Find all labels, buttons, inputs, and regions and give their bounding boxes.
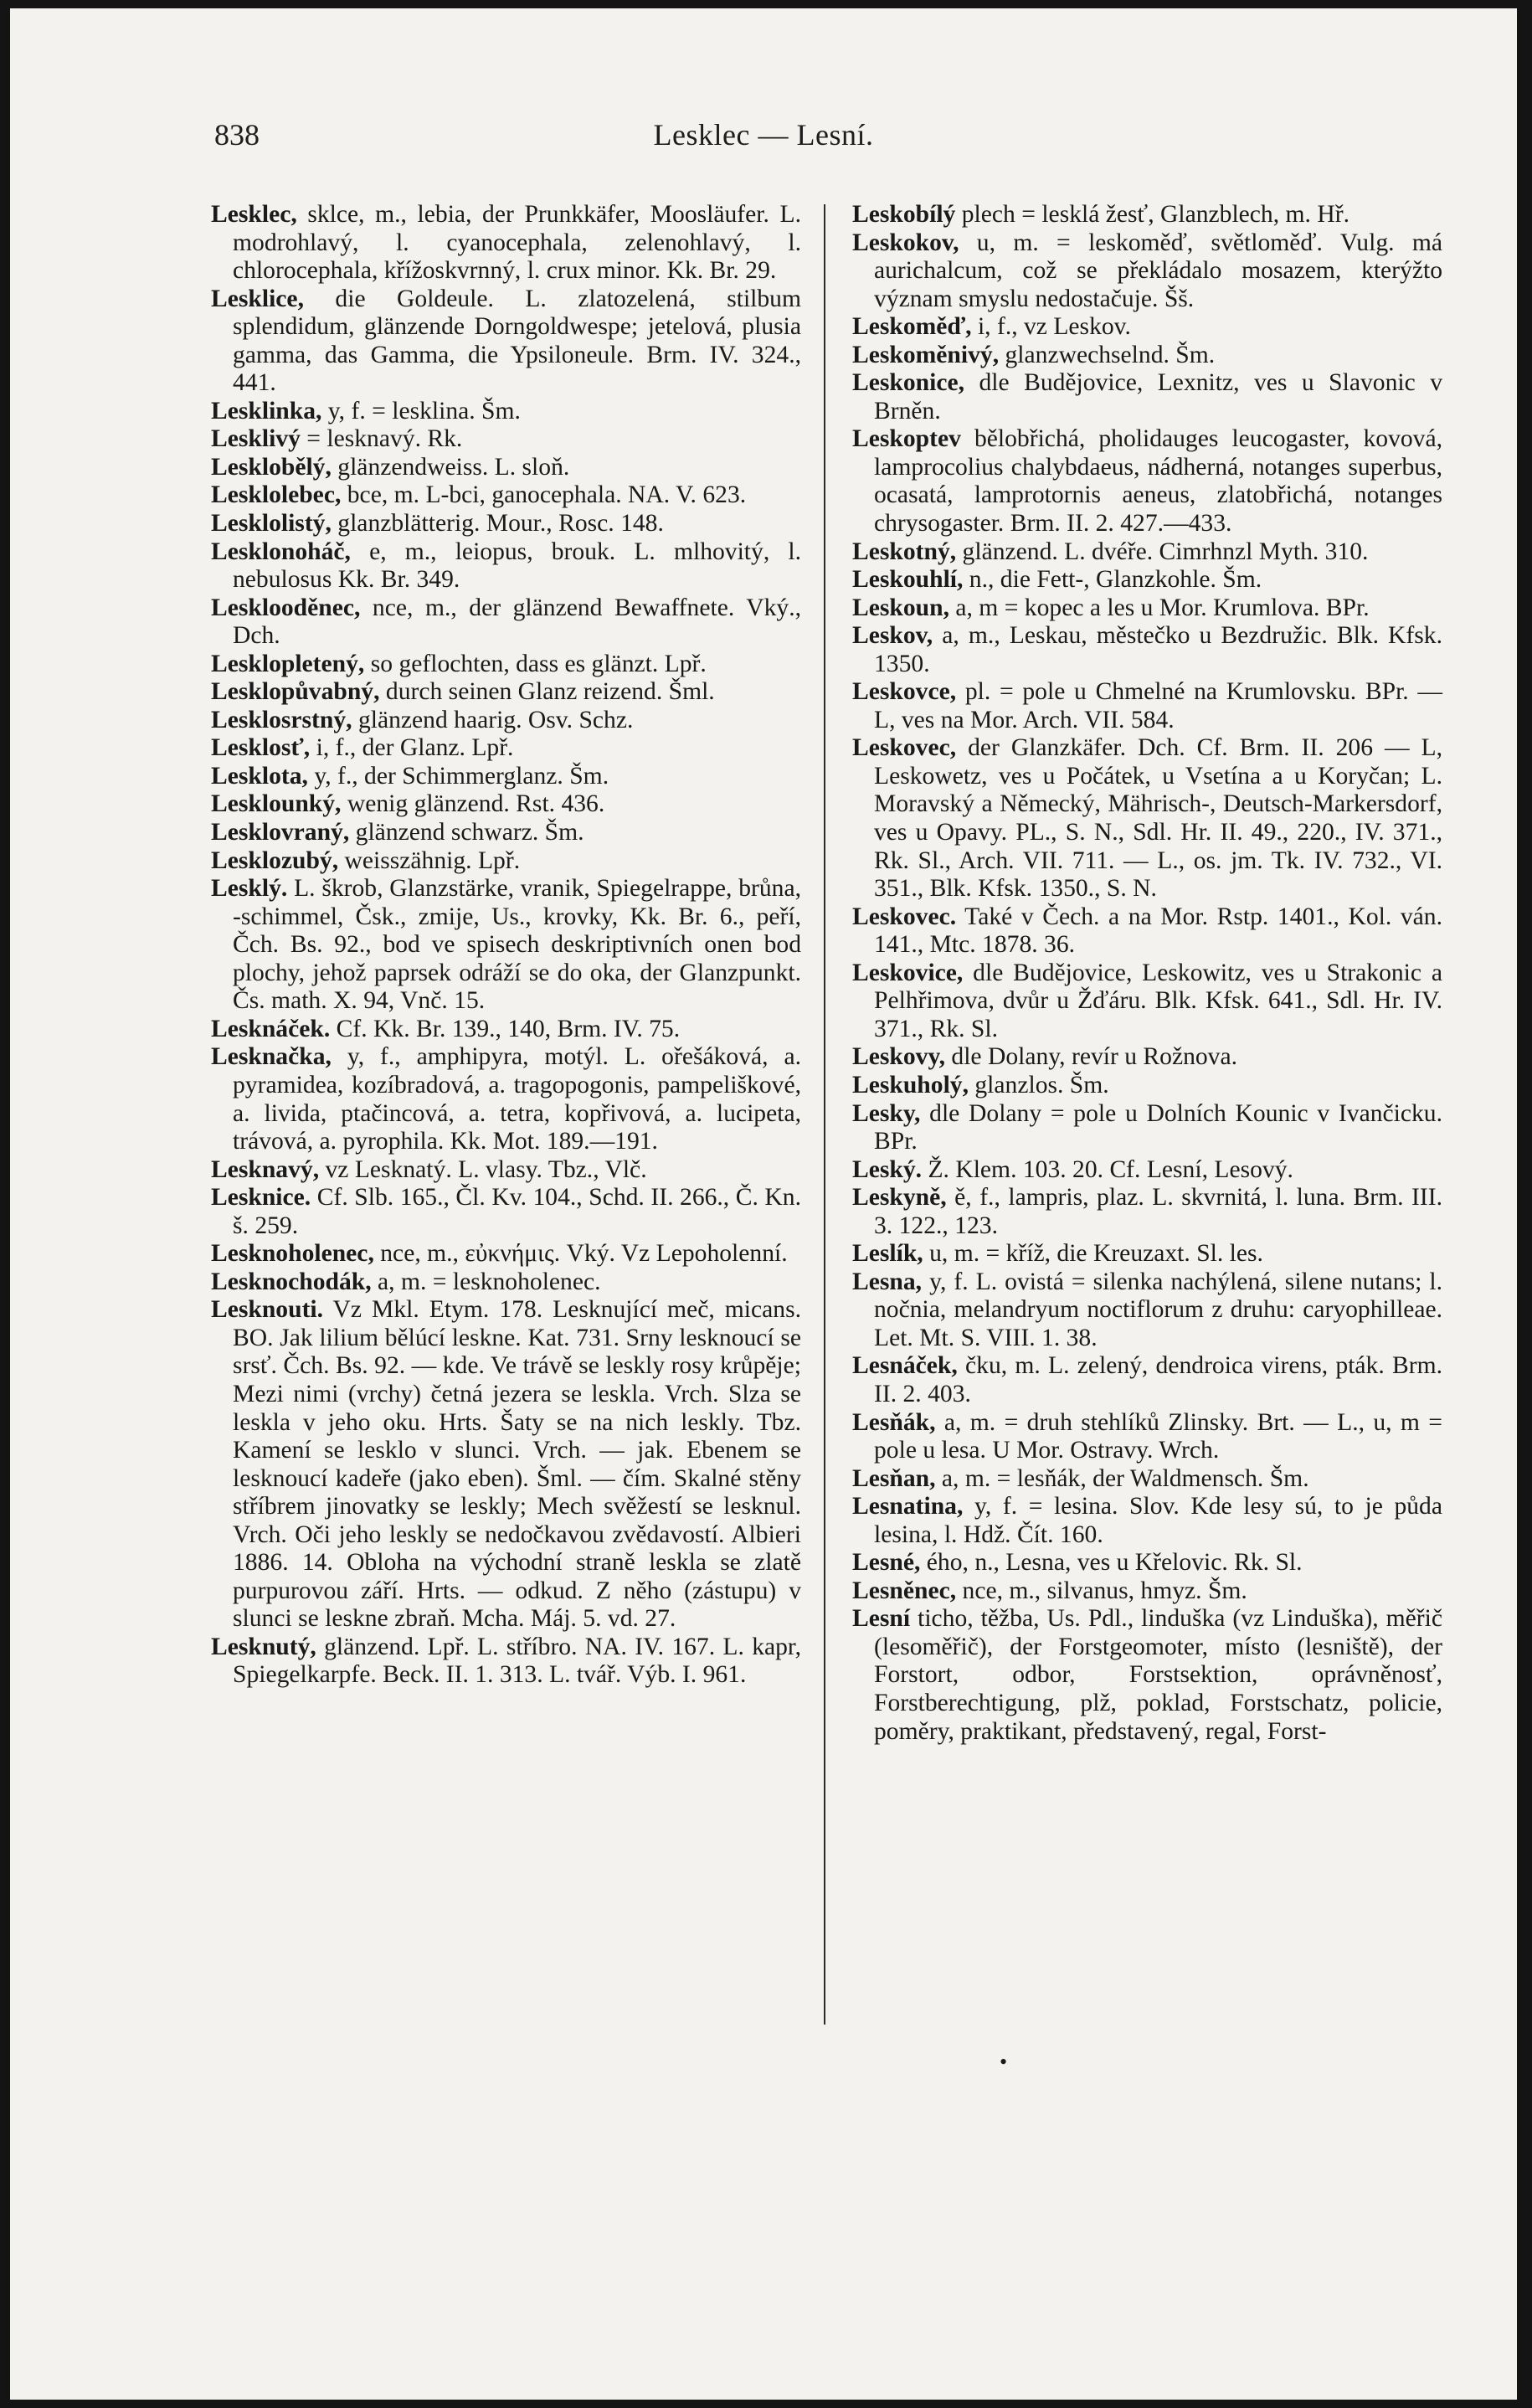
- entry-definition: glänzend. L. dvéře. Cimrhnzl Myth. 310.: [956, 538, 1369, 565]
- entry-headword: Lesknavý,: [211, 1155, 320, 1183]
- entry-headword: Lesné,: [852, 1549, 921, 1577]
- entry-definition: glänzendweiss. L. sloň.: [331, 453, 570, 481]
- entry-definition: u, m. = kříž, die Kreuzaxt. Sl. les.: [923, 1240, 1263, 1268]
- entry-definition: nce, m., εὐκνήμις. Vký. Vz Lepoholenní.: [373, 1240, 788, 1268]
- entry-headword: Leskovy,: [852, 1043, 946, 1071]
- entry-headword: Leskuholý,: [852, 1071, 969, 1099]
- entry-definition: Také v Čech. a na Mor. Rstp. 1401., Kol. ván. 141., Mtc. 1878. 36.: [874, 903, 1442, 959]
- dictionary-entry: [211, 201, 801, 286]
- dictionary-entry: [211, 1634, 801, 1690]
- dictionary-entry: [852, 594, 1442, 623]
- entry-headword: Lesklozubý,: [211, 846, 339, 874]
- entry-headword: Lesklice,: [211, 285, 304, 312]
- entry-definition: i, f., vz Leskov.: [971, 313, 1131, 341]
- entry-headword: Lesklosrstný,: [211, 706, 352, 733]
- entry-definition: sklce, m., lebia, der Prunkkäfer, Moosläufer. L. modrohlavý, l. cyanocephala, zelenohlavý, l. chlorocephala, křížoskvrnný, l. crux minor. Kk. Br. 29.: [233, 201, 801, 285]
- dictionary-entry: [211, 790, 801, 819]
- dictionary-entry: [211, 1268, 801, 1297]
- entry-definition: e, m., leiopus, brouk. L. mlhovitý, l. nebulosus Kk. Br. 349.: [233, 538, 801, 594]
- dictionary-entry: [852, 1605, 1442, 1746]
- entry-definition: durch seinen Glanz reizend. Šml.: [379, 678, 715, 706]
- entry-definition: nce, m., silvanus, hmyz. Šm.: [956, 1577, 1247, 1604]
- entry-definition: y, f. = lesklina. Šm.: [321, 397, 521, 424]
- entry-headword: Lesklopletený,: [211, 650, 365, 677]
- running-head: Lesklec — Lesní.: [653, 118, 874, 152]
- entry-headword: Lesknáček.: [211, 1015, 331, 1042]
- entry-definition: u, m. = leskoměď, světloměď. Vulg. má aurichalcum, což se překládalo mosazem, kterýžto význam smyslu nedostačuje. Šš.: [874, 229, 1442, 312]
- dictionary-entry: [852, 1072, 1442, 1100]
- entry-headword: Lesklinka,: [211, 397, 322, 424]
- entry-definition: glänzend. Lpř. L. stříbro. NA. IV. 167. L. kapr, Spiegelkarpfe. Beck. II. 1. 313. L. tvář. Výb. I. 961.: [233, 1633, 801, 1689]
- dictionary-entry: [211, 1184, 801, 1240]
- entry-definition: a, m., Leskau, městečko u Bezdružic. Blk. Kfsk. 1350.: [874, 622, 1442, 677]
- entry-headword: Lesklý.: [211, 875, 288, 903]
- entry-definition: dle Budějovice, Lexnitz, ves u Slavonic v Brněn.: [874, 369, 1442, 424]
- dictionary-entry: [852, 960, 1442, 1044]
- entry-headword: Lesklooděnec,: [211, 594, 361, 621]
- entry-definition: bělobřichá, pholidauges leucogaster, kovová, lamprocolius chalybdaeus, nádherná, notanges superbus, ocasatá, lamprotornis aeneus, zlatobřichá, notanges chrysogaster. Brm. II. 2. 427.—433.: [874, 425, 1442, 538]
- entry-definition: y, f. L. ovistá = silenka nachýlená, silene nutans; l. nočnia, melandryum noctiflorum z druhu: caryophilleae. Let. Mt. S. VIII. 1. 38.: [874, 1268, 1442, 1351]
- entry-definition: weisszähnig. Lpř.: [338, 846, 521, 874]
- page-header: [10, 117, 1517, 167]
- entry-headword: Lesní: [852, 1605, 911, 1633]
- entry-headword: Lesňan,: [852, 1464, 936, 1492]
- entry-definition: L. škrob, Glanzstärke, vranik, Spiegelrappe, brůna, -schimmel, Čsk., zmije, Us., krovky, Kk. Br. 6., peří, Čch. Bs. 92., bod ve spisech deskriptivních onen bod plochy, jehož paprsek odráží se do oka, der Glanzpunkt. Čs. math. X. 94, Vnč. 15.: [233, 875, 801, 1015]
- entry-headword: Leskobílý: [852, 201, 956, 228]
- dictionary-entry: [211, 1156, 801, 1185]
- dictionary-entry: [852, 1409, 1442, 1465]
- entry-definition: čku, m. L. zelený, dendroica virens, pták. Brm. II. 2. 403.: [874, 1352, 1442, 1407]
- dictionary-entry: [852, 1268, 1442, 1353]
- entry-headword: Lesklec,: [211, 201, 297, 228]
- entry-headword: Leskokov,: [852, 229, 959, 256]
- entry-definition: der Glanzkäfer. Dch. Cf. Brm. II. 206 — L, Leskowetz, ves u Počátek, u Vsetína a u Koryčan; L. Moravský a Německý, Mährisch-, Deutsch-Markersdorf, ves u Opavy. PL., S. N., Sdl. Hr. II. 49., 220., IV. 371., Rk. Sl., Arch. VII. 711. — L., os. jm. Tk. IV. 732., VI. 351., Blk. Kfsk. 1350., S. N.: [874, 734, 1442, 903]
- entry-headword: Lesklonoháč,: [211, 538, 351, 565]
- entry-headword: Lesknice.: [211, 1184, 311, 1212]
- entry-headword: Lesklopůvabný,: [211, 678, 380, 706]
- dictionary-entry: [211, 707, 801, 735]
- dictionary-entry: [211, 875, 801, 1016]
- entry-headword: Leský.: [852, 1155, 923, 1183]
- entry-definition: y, f., amphipyra, motýl. L. ořešáková, a. pyramidea, kozíbradová, a. tragopogonis, pampeliškové, a. livida, ptačincová, a. tetra, kopřivová, a. lucipeta, trávová, a. pyrophila. Kk. Mot. 189.—191.: [233, 1043, 801, 1155]
- entry-definition: Cf. Slb. 165., Čl. Kv. 104., Schd. II. 266., Č. Kn. š. 259.: [233, 1184, 801, 1239]
- dictionary-entry: [852, 1352, 1442, 1408]
- dictionary-entry: [211, 763, 801, 791]
- dictionary-entry: [211, 678, 801, 707]
- entry-headword: Lesknoholenec,: [211, 1240, 374, 1268]
- entry-headword: Lesklota,: [211, 762, 308, 790]
- dictionary-entry: [211, 594, 801, 651]
- dictionary-entry: [211, 651, 801, 679]
- entry-definition: glanzblätterig. Mour., Rosc. 148.: [331, 510, 664, 538]
- dictionary-entry: [852, 566, 1442, 594]
- dictionary-entry: [211, 1240, 801, 1268]
- entry-definition: glanzlos. Šm.: [968, 1071, 1109, 1099]
- dictionary-entry: [852, 229, 1442, 314]
- entry-headword: Lesky,: [852, 1099, 921, 1127]
- entry-definition: pl. = pole u Chmelné na Krumlovsku. BPr. — L, ves na Mor. Arch. VII. 584.: [874, 678, 1442, 733]
- entry-definition: so geflochten, dass es glänzt. Lpř.: [364, 650, 707, 677]
- dictionary-entry: [852, 1465, 1442, 1494]
- dictionary-entry: [211, 510, 801, 538]
- entry-headword: Leskovce,: [852, 678, 957, 706]
- entry-headword: Lesnatina,: [852, 1493, 964, 1520]
- entry-headword: Leskotný,: [852, 538, 957, 565]
- dictionary-entry: [852, 1493, 1442, 1549]
- entry-headword: Lesklolistý,: [211, 510, 332, 538]
- entry-definition: nce, m., der glänzend Bewaffnete. Vký., Dch.: [233, 594, 801, 650]
- entry-definition: = lesknavý. Rk.: [300, 425, 463, 453]
- dictionary-entry: [211, 454, 801, 482]
- dictionary-entry: [211, 481, 801, 510]
- entry-headword: Leskovec.: [852, 903, 957, 930]
- left-column: [211, 201, 801, 1690]
- entry-headword: Leskovec,: [852, 734, 957, 762]
- entry-definition: a, m. = lesňák, der Waldmensch. Šm.: [935, 1464, 1309, 1492]
- entry-headword: Leskovice,: [852, 959, 964, 986]
- entry-definition: bce, m. L-bci, ganocephala. NA. V. 623.: [341, 481, 747, 509]
- entry-headword: Lesklosť,: [211, 734, 311, 762]
- dictionary-entry: [211, 1016, 801, 1044]
- dictionary-entry: [852, 342, 1442, 370]
- entry-headword: Lesknutý,: [211, 1633, 316, 1660]
- dictionary-entry: [852, 1184, 1442, 1240]
- dictionary-entry: [211, 286, 801, 398]
- entry-definition: y, f. = lesina. Slov. Kde lesy sú, to je půda lesina, l. Hdž. Čít. 160.: [874, 1493, 1442, 1548]
- entry-definition: die Goldeule. L. zlatozelená, stilbum splendidum, glänzende Dorngoldwespe; jetelová, plusia gamma, das Gamma, die Ypsiloneule. Brm. IV. 324., 441.: [233, 285, 801, 397]
- entry-headword: Lesknačka,: [211, 1043, 332, 1071]
- dictionary-entry: [852, 622, 1442, 678]
- dictionary-entry: [852, 313, 1442, 342]
- right-column: [852, 201, 1442, 1746]
- entry-headword: Lesknouti.: [211, 1296, 324, 1324]
- entry-definition: Vz Mkl. Etym. 178. Lesknující meč, micans. BO. Jak lilium bělúcí leskne. Kat. 731. Srny lesknoucí se srsť. Čch. Bs. 92. — kde. Ve trávě se leskly rosy krůpěje; Mezi nimi (vrchy) četná jezera se leskla. Vrch. Slza se leskla v jeho oku. Hrts. Šaty se na nich leskly. Tbz. Kamení se lesklo v slunci. Vrch. — jak. Ebenem se lesknoucí kadeře (jako eben). Šml. — čím. Skalné stěny stříbrem jinovatky se leskly; Mech svěžestí se lesknul. Vrch. Oči jeho leskly se nedočkavou zvědavostí. Albieri 1886. 14. Obloha na východní straně leskla se zlatě purpurovou září. Hrts. — odkud. Z něho (zástupu) v slunci se leskne zbraň. Mcha. Máj. 5. vd. 27.: [233, 1296, 801, 1633]
- dictionary-entry: [852, 1156, 1442, 1185]
- entry-definition: glänzend schwarz. Šm.: [349, 819, 584, 846]
- entry-definition: ticho, těžba, Us. Pdl., linduška (vz Linduška), měřič (lesoměřič), der Forstgeomoter, místo (lesniště), der Forstort, odbor, Forstsektion, oprávněnosť, Forstberechtigung, plž, poklad, Forstschatz, policie, poměry, praktikant, představený, regal, Forst-: [874, 1605, 1442, 1745]
- entry-headword: Lesklovraný,: [211, 819, 350, 846]
- entry-headword: Leskoměnivý,: [852, 341, 1000, 368]
- dictionary-entry: [211, 1043, 801, 1155]
- entry-definition: glanzwechselnd. Šm.: [999, 341, 1216, 368]
- dictionary-entry: [852, 1043, 1442, 1072]
- entry-definition: a, m. = lesknoholenec.: [371, 1268, 601, 1295]
- entry-headword: Lesňák,: [852, 1408, 936, 1436]
- dictionary-page: [10, 8, 1517, 2400]
- entry-definition: a, m. = druh stehlíků Zlinsky. Brt. — L., u, m = pole u lesa. U Mor. Ostravy. Wrch.: [874, 1408, 1442, 1464]
- entry-headword: Leskoun,: [852, 594, 949, 621]
- dictionary-entry: [211, 1296, 801, 1634]
- entry-definition: dle Dolany = pole u Dolních Kounic v Ivančicku. BPr.: [874, 1099, 1442, 1155]
- dictionary-entry: [852, 678, 1442, 734]
- dictionary-entry: [211, 538, 801, 594]
- entry-definition: dle Budějovice, Leskowitz, ves u Strakonic a Pelhřimova, dvůr u Žďáru. Blk. Kfsk. 641., Sdl. Hr. IV. 371., Rk. Sl.: [874, 959, 1442, 1042]
- dictionary-entry: [852, 1549, 1442, 1577]
- entry-definition: ého, n., Lesna, ves u Křelovic. Rk. Sl.: [920, 1549, 1303, 1577]
- entry-definition: i, f., der Glanz. Lpř.: [310, 734, 514, 762]
- entry-headword: Leskoměď,: [852, 313, 972, 341]
- entry-headword: Lesknochodák,: [211, 1268, 372, 1295]
- entry-definition: vz Lesknatý. L. vlasy. Tbz., Vlč.: [319, 1155, 647, 1183]
- dictionary-entry: [852, 201, 1442, 229]
- dictionary-entry: [211, 847, 801, 876]
- entry-headword: Lesnáček,: [852, 1352, 958, 1380]
- dictionary-entry: [852, 1100, 1442, 1156]
- footer-mark: •: [1000, 2050, 1008, 2074]
- dictionary-entry: [211, 398, 801, 426]
- entry-headword: Lesněnec,: [852, 1577, 957, 1604]
- entry-definition: a, m = kopec a les u Mor. Krumlova. BPr.: [949, 594, 1370, 621]
- entry-headword: Lesklivý: [211, 425, 301, 453]
- entry-definition: n., die Fett-, Glanzkohle. Šm.: [963, 566, 1262, 594]
- entry-headword: Lesklobělý,: [211, 453, 332, 481]
- dictionary-entry: [852, 1577, 1442, 1606]
- dictionary-entry: [852, 903, 1442, 960]
- entry-definition: Ž. Klem. 103. 20. Cf. Lesní, Lesový.: [922, 1155, 1293, 1183]
- column-divider: [824, 204, 825, 2025]
- dictionary-entry: [211, 425, 801, 454]
- dictionary-entry: [211, 819, 801, 847]
- entry-headword: Leskouhlí,: [852, 566, 964, 594]
- entry-definition: glänzend haarig. Osv. Schz.: [352, 706, 634, 733]
- entry-definition: ě, f., lampris, plaz. L. skvrnitá, l. luna. Brm. III. 3. 122., 123.: [874, 1184, 1442, 1239]
- dictionary-entry: [852, 734, 1442, 903]
- entry-headword: Leskonice,: [852, 369, 964, 397]
- entry-headword: Leskoptev: [852, 425, 961, 453]
- entry-definition: y, f., der Schimmerglanz. Šm.: [307, 762, 609, 790]
- page-number: 838: [214, 118, 260, 152]
- entry-headword: Leskyně,: [852, 1184, 947, 1212]
- entry-headword: Leskov,: [852, 622, 933, 650]
- dictionary-entry: [211, 734, 801, 763]
- entry-headword: Lesna,: [852, 1268, 923, 1295]
- dictionary-entry: [852, 425, 1442, 538]
- entry-headword: Lesklounký,: [211, 790, 342, 818]
- dictionary-entry: [852, 538, 1442, 567]
- entry-headword: Leslík,: [852, 1240, 923, 1268]
- entry-definition: plech = lesklá žesť, Glanzblech, m. Hř.: [955, 201, 1349, 228]
- dictionary-entry: [852, 1240, 1442, 1268]
- entry-definition: wenig glänzend. Rst. 436.: [341, 790, 605, 818]
- entry-headword: Lesklolebec,: [211, 481, 342, 509]
- dictionary-entry: [852, 369, 1442, 425]
- entry-definition: dle Dolany, revír u Rožnova.: [945, 1043, 1238, 1071]
- entry-definition: Cf. Kk. Br. 139., 140, Brm. IV. 75.: [330, 1015, 681, 1042]
